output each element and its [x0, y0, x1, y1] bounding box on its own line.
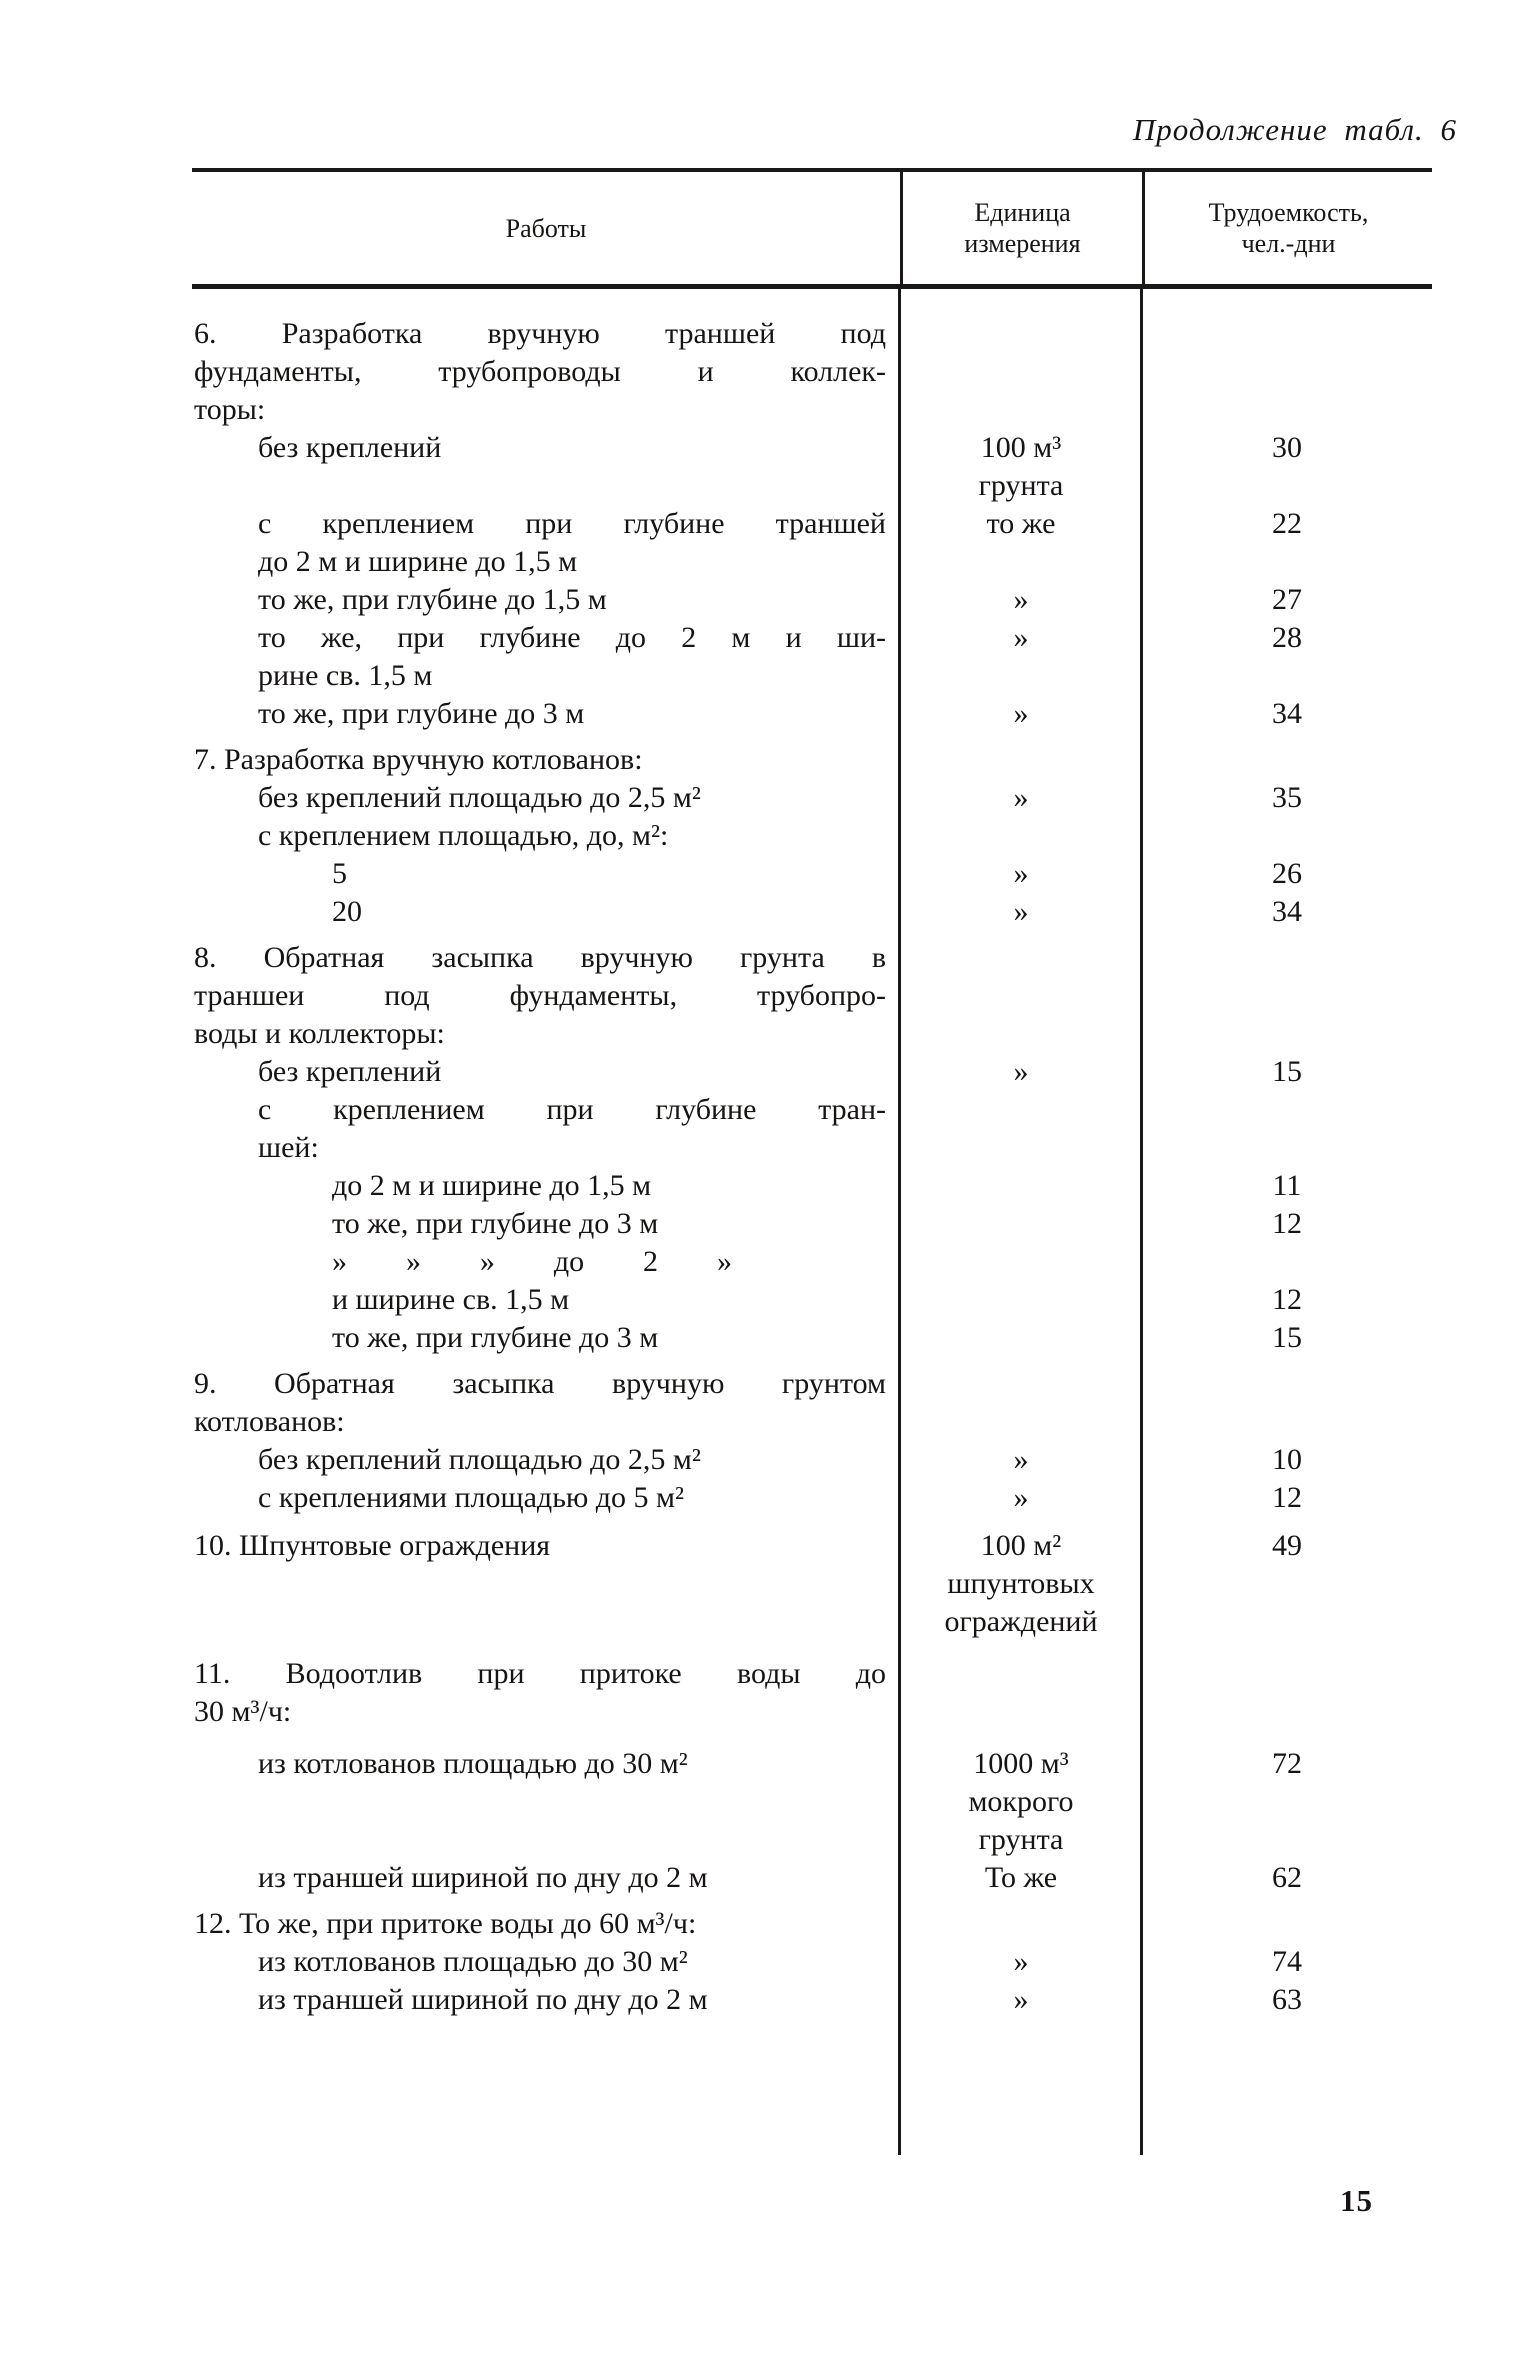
work-cell: [192, 1243, 900, 1281]
table-row: [192, 1365, 1432, 1441]
unit-cell: [900, 505, 1142, 543]
work-line: то же, при глубине до 2 м и ши-: [258, 621, 886, 654]
unit-cell: [900, 695, 1142, 733]
work-cell: [192, 1527, 900, 1565]
table-row: [192, 1243, 1432, 1281]
table-row: [192, 315, 1432, 429]
table-row: [192, 1859, 1432, 1897]
work-line: фундаменты, трубопроводы и коллек-: [194, 355, 886, 388]
labor-value: 22: [1272, 507, 1302, 540]
work-line: 12. То же, при притоке воды до 60 м³/ч:: [194, 1907, 697, 1940]
unit-line: »: [1013, 1481, 1029, 1514]
table-row: [192, 1205, 1432, 1243]
table-body: [192, 289, 1432, 2155]
work-cell: [192, 893, 900, 931]
unit-cell: [900, 429, 1142, 505]
unit-line: »: [1013, 1945, 1029, 1978]
table-row: [192, 1281, 1432, 1319]
work-cell: [192, 1655, 900, 1731]
unit-line: грунта: [978, 1823, 1064, 1856]
work-line: из котлованов площадью до 30 м²: [258, 1945, 688, 1978]
table-row: [192, 817, 1432, 855]
unit-cell: [900, 1981, 1142, 2019]
column-header-works: Работы: [505, 213, 587, 243]
work-line: 7. Разработка вручную котлованов:: [194, 743, 643, 776]
table-row: [192, 1053, 1432, 1091]
table-row: [192, 1527, 1432, 1641]
work-cell: [192, 1319, 900, 1357]
unit-cell: [900, 1479, 1142, 1517]
work-cell: [192, 619, 900, 695]
work-line: » » » до 2 »: [332, 1245, 732, 1278]
column-divider-2: [1140, 289, 1143, 2155]
work-cell: [192, 1943, 900, 1981]
table-row: [192, 695, 1432, 733]
labor-value: 62: [1272, 1861, 1302, 1894]
work-line: воды и коллекторы:: [194, 1017, 445, 1050]
work-cell: [192, 1981, 900, 2019]
work-line: без креплений: [258, 431, 442, 464]
work-line: рине св. 1,5 м: [258, 659, 433, 692]
labor-value: 30: [1272, 431, 1302, 464]
unit-line: »: [1013, 621, 1029, 654]
work-line: из траншей шириной по дну до 2 м: [258, 1983, 708, 2016]
unit-cell: [900, 779, 1142, 817]
table-row: [192, 1167, 1432, 1205]
table-row: [192, 1745, 1432, 1859]
unit-cell: [900, 1527, 1142, 1641]
table-row: [192, 1655, 1432, 1731]
work-line: без креплений площадью до 2,5 м²: [258, 781, 701, 814]
labor-value: 28: [1272, 621, 1302, 654]
work-cell: [192, 779, 900, 817]
work-line: до 2 м и ширине до 1,5 м: [258, 545, 578, 578]
table-row: [192, 1441, 1432, 1479]
work-line: то же, при глубине до 1,5 м: [258, 583, 607, 616]
work-cell: [192, 1745, 900, 1783]
unit-line: »: [1013, 857, 1029, 890]
labor-value: 12: [1272, 1481, 1302, 1514]
work-line: 30 м³/ч:: [194, 1695, 292, 1728]
work-cell: [192, 1053, 900, 1091]
work-line: без креплений площадью до 2,5 м²: [258, 1443, 701, 1476]
unit-line: мокрого: [968, 1785, 1074, 1818]
labor-value: 74: [1272, 1945, 1302, 1978]
table-row: [192, 893, 1432, 931]
unit-line: »: [1013, 697, 1029, 730]
table-row: [192, 855, 1432, 893]
column-header-labor-label: Трудоемкость, чел.-дни: [1208, 198, 1369, 258]
labor-value: 15: [1272, 1055, 1302, 1088]
work-line: 11. Водоотлив при притоке воды до: [194, 1657, 886, 1690]
labor-value: 12: [1272, 1207, 1302, 1240]
work-cell: [192, 695, 900, 733]
table-row: [192, 619, 1432, 695]
unit-line: ограждений: [944, 1605, 1098, 1638]
work-line: 20: [332, 895, 362, 928]
table-row: [192, 779, 1432, 817]
work-cell: [192, 939, 900, 1053]
work-line: без креплений: [258, 1055, 442, 1088]
unit-cell: [900, 1943, 1142, 1981]
work-cell: [192, 581, 900, 619]
labor-value: 26: [1272, 857, 1302, 890]
work-line: торы:: [194, 393, 266, 426]
unit-line: 100 м³: [980, 431, 1062, 464]
table-row: [192, 741, 1432, 779]
work-line: 9. Обратная засыпка вручную грунтом: [194, 1367, 886, 1400]
column-header-unit: [900, 172, 1142, 284]
labor-value: 10: [1272, 1443, 1302, 1476]
work-cell: [192, 1905, 900, 1943]
unit-line: 1000 м³: [973, 1747, 1069, 1780]
work-cell: [192, 1167, 900, 1205]
work-cell: [192, 505, 900, 581]
work-line: с креплением площадью, до, м²:: [258, 819, 669, 852]
work-line: 10. Шпунтовые ограждения: [194, 1529, 551, 1562]
unit-line: »: [1013, 583, 1029, 616]
unit-line: »: [1013, 895, 1029, 928]
work-line: с креплениями площадью до 5 м²: [258, 1481, 685, 1514]
column-header-labor: [1142, 172, 1432, 284]
labor-value: 15: [1272, 1321, 1302, 1354]
unit-cell: [900, 855, 1142, 893]
unit-line: шпунтовых: [947, 1567, 1095, 1600]
work-cell: [192, 817, 900, 855]
table-row: [192, 505, 1432, 581]
work-cell: [192, 315, 900, 429]
work-line: то же, при глубине до 3 м: [332, 1321, 659, 1354]
table-continuation-title: Продолжение табл. 6: [1132, 112, 1457, 147]
page-number: 15: [1340, 2183, 1373, 2218]
table-row: [192, 1479, 1432, 1517]
labor-value: 34: [1272, 895, 1302, 928]
unit-cell: [900, 1441, 1142, 1479]
unit-line: »: [1013, 1055, 1029, 1088]
work-cell: [192, 1281, 900, 1319]
work-line: до 2 м и ширине до 1,5 м: [332, 1169, 652, 1202]
unit-cell: [900, 1745, 1142, 1859]
unit-cell: [900, 893, 1142, 931]
work-cell: [192, 1441, 900, 1479]
unit-line: »: [1013, 1983, 1029, 2016]
unit-line: »: [1013, 781, 1029, 814]
work-cell: [192, 1479, 900, 1517]
work-cell: [192, 855, 900, 893]
table-row: [192, 581, 1432, 619]
work-cell: [192, 1365, 900, 1441]
unit-cell: [900, 581, 1142, 619]
work-cell: [192, 741, 900, 779]
unit-line: грунта: [978, 469, 1064, 502]
work-line: и ширине св. 1,5 м: [332, 1283, 570, 1316]
unit-line: то же: [986, 507, 1056, 540]
work-line: из котлованов площадью до 30 м²: [258, 1747, 688, 1780]
work-line: 6. Разработка вручную траншей под: [194, 317, 886, 350]
work-line: с креплением при глубине тран-: [258, 1093, 886, 1126]
work-line: из траншей шириной по дну до 2 м: [258, 1861, 708, 1894]
labor-value: 35: [1272, 781, 1302, 814]
unit-line: »: [1013, 1443, 1029, 1476]
work-cell: [192, 1859, 900, 1897]
table-row: [192, 939, 1432, 1053]
work-line: то же, при глубине до 3 м: [332, 1207, 659, 1240]
work-line: 8. Обратная засыпка вручную грунта в: [194, 941, 886, 974]
work-line: 5: [332, 857, 347, 890]
table-row: [192, 1319, 1432, 1357]
column-divider-1: [898, 289, 901, 2155]
labor-value: 12: [1272, 1283, 1302, 1316]
work-line: котлованов:: [194, 1405, 345, 1438]
work-line: шей:: [258, 1131, 319, 1164]
labor-value: 34: [1272, 697, 1302, 730]
work-line: то же, при глубине до 3 м: [258, 697, 585, 730]
table-row: [192, 1981, 1432, 2019]
work-cell: [192, 429, 900, 467]
labor-value: 11: [1272, 1169, 1302, 1202]
table-row: [192, 429, 1432, 505]
unit-cell: [900, 619, 1142, 657]
labor-value: 72: [1272, 1747, 1302, 1780]
table-row: [192, 1091, 1432, 1167]
work-cell: [192, 1205, 900, 1243]
column-header-unit-label: Единица измерения: [964, 198, 1081, 258]
table-row: [192, 1943, 1432, 1981]
unit-cell: [900, 1053, 1142, 1091]
work-line: траншеи под фундаменты, трубопро-: [194, 979, 886, 1012]
labor-value: 49: [1272, 1529, 1302, 1562]
unit-line: 100 м²: [980, 1529, 1062, 1562]
labor-value: 27: [1272, 583, 1302, 616]
labor-value: 63: [1272, 1983, 1302, 2016]
table-row: [192, 1905, 1432, 1943]
table-header-row: [192, 168, 1432, 289]
work-line: с креплением при глубине траншей: [258, 507, 886, 540]
works-table: [192, 168, 1432, 2155]
unit-line: То же: [984, 1861, 1058, 1894]
unit-cell: [900, 1859, 1142, 1897]
work-cell: [192, 1091, 900, 1167]
